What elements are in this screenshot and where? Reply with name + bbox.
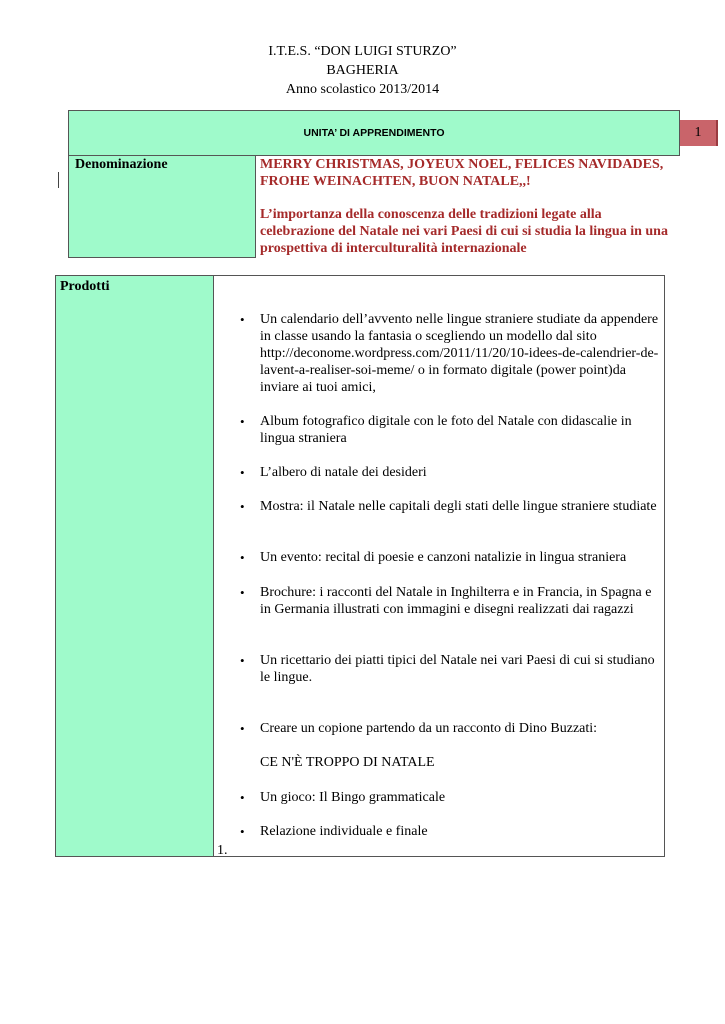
unit-table <box>68 110 680 258</box>
prodotti-label-cell <box>56 276 214 856</box>
list-item: • Relazione individuale e finale <box>240 824 428 839</box>
denominazione-label: Denominazione <box>75 157 168 172</box>
bullet-icon: • <box>240 790 245 805</box>
prodotti-content[interactable] <box>214 276 664 856</box>
denominazione-cell <box>69 156 255 258</box>
list-item: • Un gioco: Il Bingo grammaticale <box>240 790 446 805</box>
bullet-icon: • <box>240 585 245 600</box>
list-item: • Creare un copione partendo da un racconto di Dino Buzzati: <box>240 721 598 736</box>
bullet-icon: • <box>240 499 245 514</box>
denominazione-content[interactable] <box>255 156 680 258</box>
list-number: 1. <box>217 843 228 858</box>
unit-heading: UNITA’ DI APPRENDIMENTO <box>69 111 679 156</box>
bullet-icon: • <box>240 414 245 429</box>
list-item: • Mostra: il Natale nelle capitali degli stati delle lingue straniere studiate <box>240 499 657 514</box>
bullet-icon: • <box>240 721 245 736</box>
list-item: • Un evento: recital di poesie e canzoni natalizie in lingua straniera <box>240 550 627 565</box>
bullet-icon: • <box>240 465 245 480</box>
school-name: I.T.E.S. “DON LUIGI STURZO” <box>268 44 457 59</box>
story-title: CE N'È TROPPO DI NATALE <box>260 755 435 770</box>
prodotti-table <box>55 275 665 857</box>
list-item: • L’albero di natale dei desideri <box>240 465 427 480</box>
unit-title: MERRY CHRISTMAS, JOYEUX NOEL, FELICES NAVIDADES, FROHE WEINACHTEN, BUON NATALE,,! <box>260 157 664 189</box>
text-cursor <box>58 172 59 188</box>
bullet-icon: • <box>240 653 245 668</box>
unit-subtitle: L’importanza della conoscenza delle tradizioni legate alla celebrazione del Natale nei vari Paesi di cui si studia la lingua in una prospettiva di interculturalità internazionale <box>260 207 668 256</box>
list-item: • Brochure: i racconti del Natale in Inghilterra e in Francia, in Spagna e in Germania illustrati con immagini e disegni realizzati dai ragazzi <box>240 585 652 617</box>
list-item: • Album fotografico digitale con le foto del Natale con didascalie in lingua straniera <box>240 414 632 446</box>
bullet-icon: • <box>240 312 245 327</box>
list-item: • Un calendario dell’avvento nelle lingue straniere studiate da appendere in classe usando la fantasia o scegliendo un modello dal sito http://deconome.wordpress.com/2011/11/20/10-idees-de-calendrier-de-lavent-a-realiser-soi-meme/ o in formato digitale (power point)da inviare ai tuoi amici, <box>240 312 659 395</box>
list-item: • Un ricettario dei piatti tipici del Natale nei vari Paesi di cui si studiano le lingue. <box>240 653 655 685</box>
page-number-badge: 1 <box>680 120 718 146</box>
bullet-icon: • <box>240 824 245 839</box>
school-year: Anno scolastico 2013/2014 <box>285 82 440 97</box>
prodotti-label: Prodotti <box>60 279 110 294</box>
document-header <box>0 42 725 99</box>
bullet-icon: • <box>240 550 245 565</box>
city: BAGHERIA <box>326 63 399 78</box>
